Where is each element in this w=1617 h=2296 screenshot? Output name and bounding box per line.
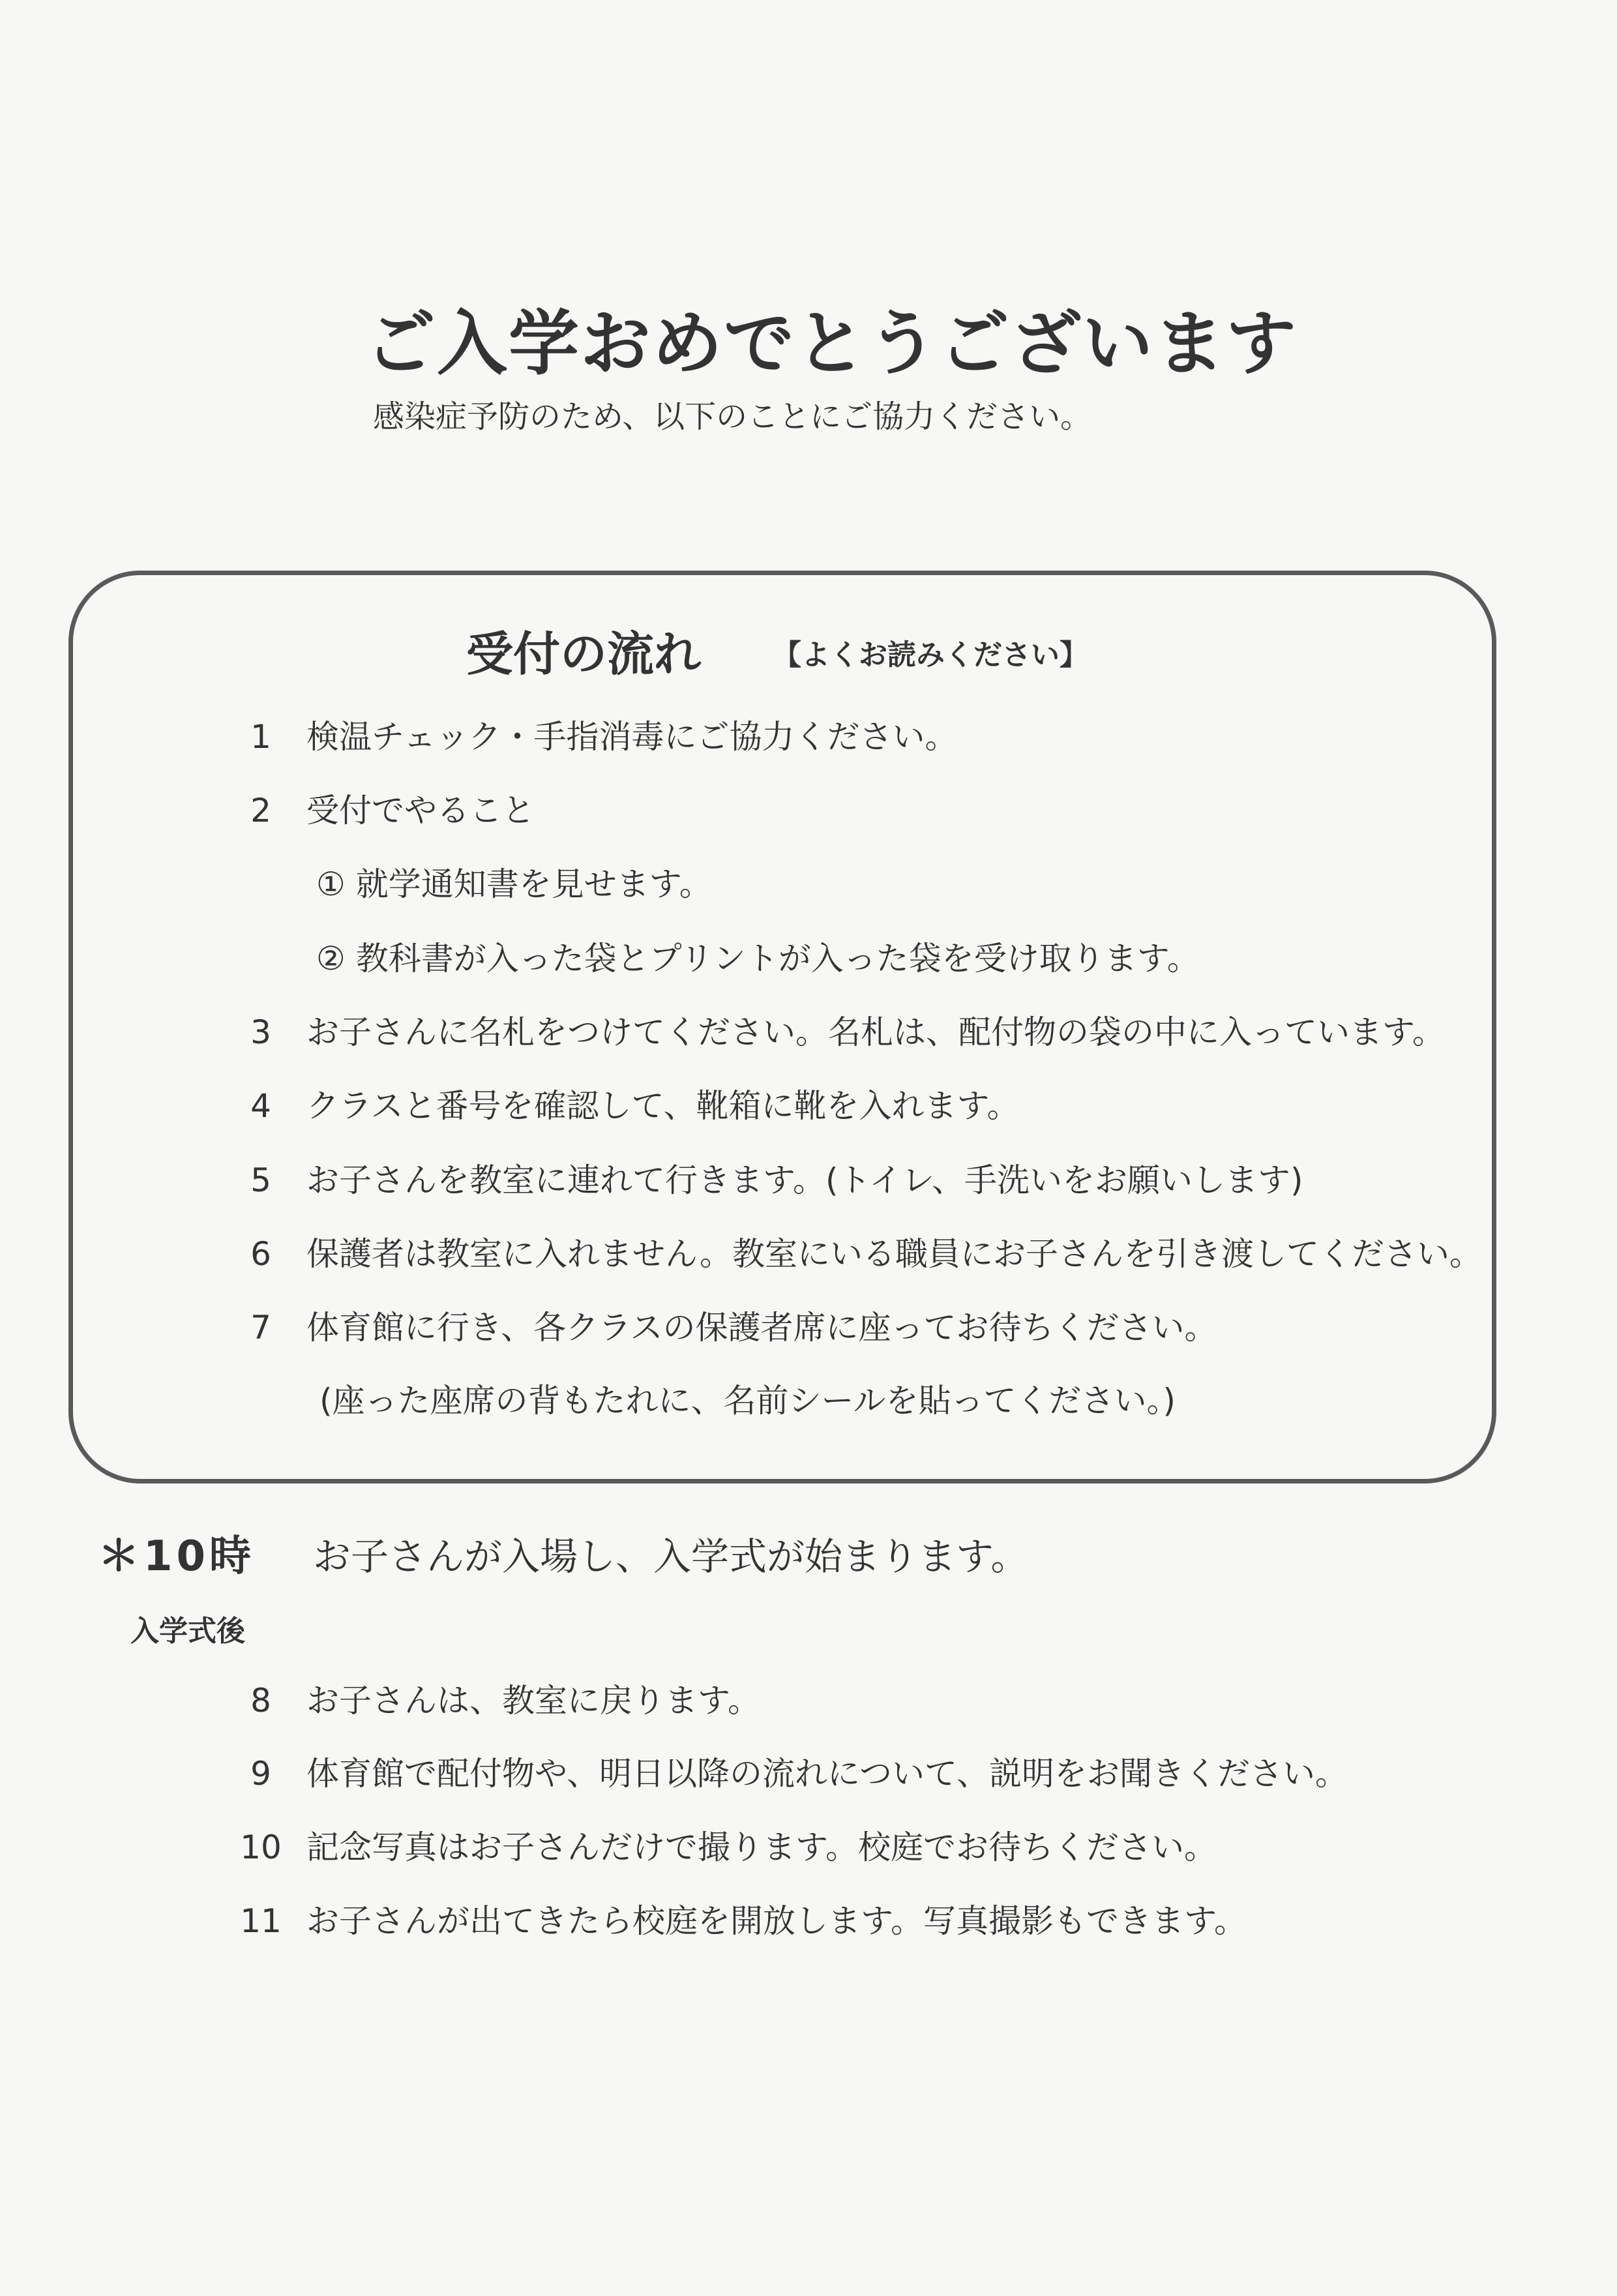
step-text: クラスと番号を確認して、靴箱に靴を入れます。 [306, 1087, 1020, 1125]
step-number: 9 [250, 1755, 271, 1793]
step-text: 受付でやること [306, 792, 535, 829]
after-ceremony-label: 入学式後 [130, 1615, 245, 1648]
step-text: 体育館で配付物や、明日以降の流れについて、説明をお聞きください。 [306, 1755, 1348, 1793]
step-text: ① 就学通知書を見せます。 [316, 865, 712, 903]
step-number: 11 [240, 1902, 282, 1940]
step-number: 10 [240, 1828, 282, 1866]
step-number: 6 [250, 1235, 271, 1273]
step-number: 5 [250, 1161, 271, 1199]
step-text: 検温チェック・手指消毒にご協力ください。 [306, 718, 958, 756]
step-number: 3 [250, 1013, 271, 1051]
reception-flow-note: 【よくお読みください】 [773, 638, 1088, 672]
step-text: お子さんは、教室に戻ります。 [306, 1682, 760, 1720]
step-number: 7 [250, 1309, 271, 1347]
step-text: 保護者は教室に入れません。教室にいる職員にお子さんを引き渡してください。 [306, 1235, 1482, 1273]
page-title: ご入学おめでとうございます [365, 303, 1298, 385]
ceremony-time: ＊10時 [98, 1532, 256, 1581]
step-text: お子さんを教室に連れて行きます。(トイレ、手洗いをお願いします) [306, 1161, 1303, 1199]
step-text: (座った座席の背もたれに、名前シールを貼ってください。) [319, 1382, 1176, 1420]
step-text: 体育館に行き、各クラスの保護者席に座ってお待ちください。 [306, 1309, 1217, 1347]
step-number: 2 [250, 792, 271, 829]
step-text: お子さんが出てきたら校庭を開放します。写真撮影もできます。 [306, 1902, 1247, 1940]
step-number: 8 [250, 1682, 271, 1720]
step-number: 4 [250, 1087, 271, 1125]
step-text: 記念写真はお子さんだけで撮ります。校庭でお待ちください。 [306, 1828, 1217, 1866]
page-subtitle: 感染症予防のため、以下のことにご協力ください。 [373, 398, 1092, 435]
reception-flow-title: 受付の流れ [466, 627, 702, 681]
step-number: 1 [250, 718, 271, 756]
step-text: ② 教科書が入った袋とプリントが入った袋を受け取ります。 [316, 940, 1200, 977]
ceremony-text: お子さんが入場し、入学式が始まります。 [313, 1534, 1029, 1579]
step-text: お子さんに名札をつけてください。名札は、配付物の袋の中に入っています。 [306, 1013, 1445, 1051]
